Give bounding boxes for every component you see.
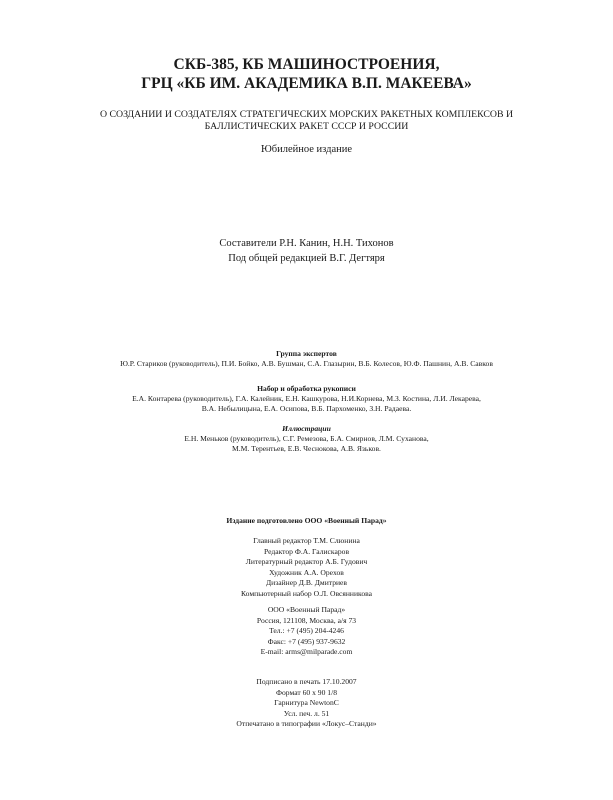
publisher-line: Издание подготовлено ООО «Военный Парад» <box>226 516 387 525</box>
illustrations-names-line: Е.Н. Меньков (руководитель), С.Г. Ремезова, Б.А. Смирнов, Л.М. Суханова, <box>184 434 429 443</box>
book-subtitle-line-1: О СОЗДАНИИ И СОЗДАТЕЛЯХ СТРАТЕГИЧЕСКИХ МОРСКИХ РАКЕТНЫХ КОМПЛЕКСОВ И <box>99 109 514 120</box>
print-detail-line: Подписано в печать 17.10.2007 <box>256 677 357 686</box>
publisher-statement <box>0 516 613 526</box>
typesetting-names-line: В.А. Небылицына, Е.А. Осипова, В.Б. Пархоменко, З.Н. Радаева. <box>201 404 412 413</box>
fax-number: Факс: +7 (495) 937-9632 <box>267 636 346 646</box>
illustrations-heading: Иллюстрации <box>282 424 331 433</box>
print-detail-line: Гарнитура NewtonC <box>274 698 339 707</box>
editor-in-chief-line: Под общей редакцией В.Г. Дегтяря <box>228 253 385 264</box>
book-subtitle-line-2: БАЛЛИСТИЧЕСКИХ РАКЕТ СССР И РОССИИ <box>204 121 409 132</box>
staff-line: Литературный редактор А.Б. Гудович <box>245 557 368 566</box>
experts-names-line: Ю.Р. Стариков (руководитель), П.И. Бойко, А.В. Бушман, С.А. Глазырин, В.Б. Колесов, Ю.Ф. Пашнин, А.В. Савков <box>120 359 493 368</box>
staff-line: Компьютерный набор О.Л. Овсянникова <box>240 588 372 598</box>
print-detail-line: Формат 60 х 90 1/8 <box>275 687 337 697</box>
print-detail-line: Отпечатано в типографии «Локус–Станди» <box>236 719 377 728</box>
staff-line: Художник А.А. Орехов <box>269 567 344 577</box>
experts-section <box>0 349 613 369</box>
book-title-line-2: ГРЦ «КБ ИМ. АКАДЕМИКА В.П. МАКЕЕВА» <box>141 75 472 92</box>
book-subtitle <box>0 109 613 133</box>
staff-line: Дизайнер Д.В. Дмитриев <box>265 578 348 587</box>
compilers-line: Составители Р.Н. Канин, Н.Н. Тихонов <box>219 238 394 249</box>
email-address: E-mail: arms@milparade.com <box>260 647 353 656</box>
publisher-name: ООО «Военный Парад» <box>267 605 346 614</box>
postal-address: Россия, 121108, Москва, а/я 73 <box>256 615 357 625</box>
typesetting-heading: Набор и обработка рукописи <box>257 384 356 393</box>
illustrations-section <box>0 424 613 454</box>
book-title <box>0 55 613 93</box>
illustrations-names-line: М.М. Терентьев, Е.В. Чеснокова, А.В. Язьков. <box>232 444 381 453</box>
book-title-line-1: СКБ-385, КБ МАШИНОСТРОЕНИЯ, <box>173 56 440 73</box>
editorial-staff <box>0 536 613 599</box>
staff-line: Редактор Ф.А. Галискаров <box>263 546 350 556</box>
edition-label: Юбилейное издание <box>260 144 353 155</box>
staff-line: Главный редактор Т.М. Слюнина <box>253 536 360 545</box>
compilers-block <box>0 236 613 266</box>
phone-number: Тел.: +7 (495) 204-4246 <box>269 626 344 635</box>
print-detail-line: Усл. печ. л. 51 <box>283 708 330 718</box>
typesetting-section <box>0 384 613 414</box>
typesetting-names-line: Е.А. Контарева (руководитель), Г.А. Калейник, Е.Н. Кашкурова, Н.И.Корнева, М.З. Костина, Л.И. Лекарева, <box>132 394 481 403</box>
print-details <box>0 677 613 730</box>
publisher-contacts <box>0 605 613 658</box>
experts-heading: Группа экспертов <box>276 349 337 358</box>
